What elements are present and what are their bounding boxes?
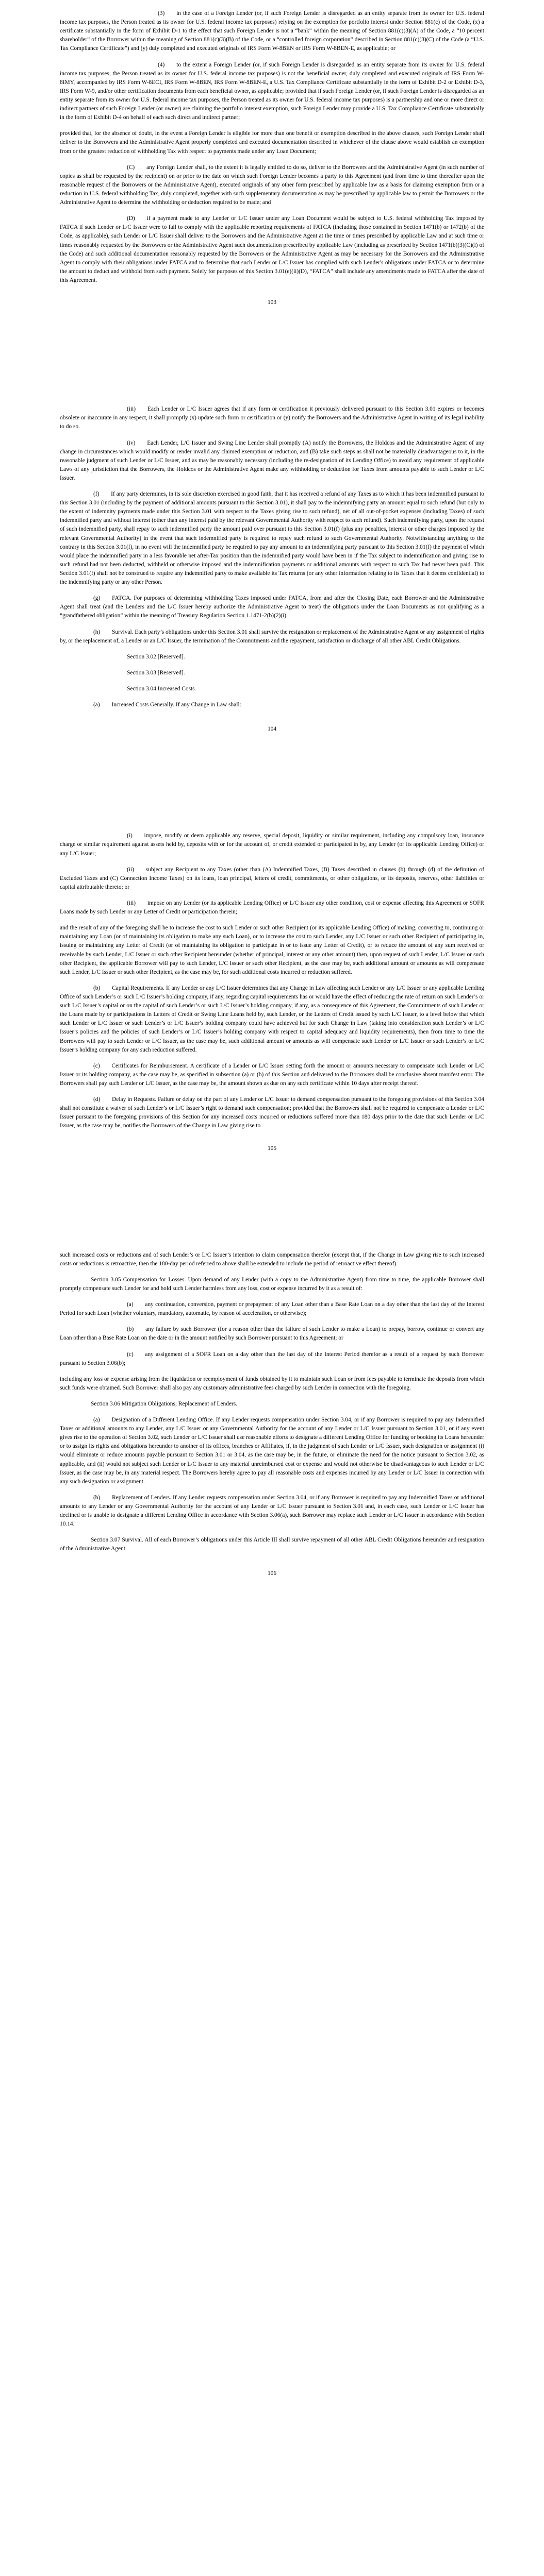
clause-3-05-c: (c) any assignment of a SOFR Loan on a day other than the last day of the Interest Period therefor as a result of a request by such Borrower pursuant to Section 3.06(b);	[60, 1351, 484, 1366]
section-3-06-heading: Section 3.06 Mitigation Obligations; Replacement of Lenders.	[91, 1400, 238, 1407]
clause-a-i: (i) impose, modify or deem applicable any reserve, special deposit, liquidity or similar requirement, including any compulsory loan, insurance charge or similar requirement against assets held by, deposits with or for the account of, or credit extended or participated in by, any Lender (or its applicable Lending Office) or any L/C Issuer;	[60, 833, 484, 857]
page-break	[60, 1153, 484, 1251]
clause-h-survival: (h) Survival. Each party’s obligations under this Section 3.01 shall survive the resignation or replacement of the Administrative Agent or any assignment of rights by, or the replacement of, a Lender or an L/C Issuer, the termination of the Commitments and the repayment, satisfaction or discharge of all other ABL Credit Obligations.	[60, 629, 484, 644]
clause-3-05-a: (a) any continuation, conversion, payment or prepayment of any Loan other than a Base Rate Loan on a day other than the last day of the Interest Period for such Loan (whether voluntary, mandatory, automatic, by reason of acceleration, or otherwise);	[60, 1301, 484, 1317]
clause-3-05-b: (b) any failure by such Borrower (for a reason other than the failure of such Lender to make a Loan) to prepay, borrow, continue or convert any Loan other than a Base Rate Loan on the date or in the amount notified by such Borrower pursuant to this Agreement; or	[60, 1326, 484, 1342]
proviso-paragraph: provided that, for the absence of doubt, in the event a Foreign Lender is eligible for more than one benefit or exemption described in the above clauses, such Foreign Lender shall deliver to the Borrowers and the Administrative Agent properly completed and executed documentation described in whichever of the clause above would establish an exemption from or the greatest reduction of withholding Tax with respect to payments made under any Loan Document;	[60, 130, 484, 155]
page-break	[60, 307, 484, 405]
clause-a-increased-costs: (a) Increased Costs Generally. If any Change in Law shall:	[93, 702, 241, 708]
section-3-05: Section 3.05 Compensation for Losses. Upon demand of any Lender (with a copy to the Administrative Agent) from time to time, the applicable Borrower shall promptly compensate such Lender for and hold such Lender harmless from any loss, cost or expense incurred by it as a result of:	[60, 1276, 484, 1292]
clause-c-certificates: (c) Certificates for Reimbursement. A certificate of a Lender or L/C Issuer setting forth the amount or amounts necessary to compensate such Lender or L/C Issuer or its holding company, as the case may be, as specified in subsection (a) or (b) of this Section and delivered to the Borrowers shall be conclusive absent manifest error. The Borrowers shall pay such Lender or L/C Issuer, as the case may be, the amount shown as due on any such certificate within 10 days after receipt thereof.	[60, 1062, 484, 1087]
clause-3-06-a: (a) Designation of a Different Lending Office. If any Lender requests compensation under Section 3.04, or if any Borrower is required to pay any Indemnified Taxes or additional amounts to any Lender, any L/C Issuer or any Governmental Authority for the account of any Lender or L/C Issuer pursuant to Section 3.01, or if any event gives rise to the operation of Section 3.02, such Lender or L/C Issuer shall use reasonable efforts to designate a different Lending Office for funding or booking its Loans hereunder or to assign its rights and obligations hereunder to another of its offices, branches or Affiliates, if, in the judgment of such Lender or L/C Issuer, such designation or assignment (i) would eliminate or reduce amounts payable pursuant to Section 3.01 or 3.04, as the case may be, in the future, or eliminate the need for the notice pursuant to Section 3.02, as applicable, and (ii) would not subject such Lender or L/C Issuer to any material unreimbursed cost or expense and would not otherwise be disadvantageous to such Lender or L/C Issuer, as the case may be, in any material respect. The Borrowers hereby agree to pay all reasonable costs and expenses incurred by any Lender or L/C Issuer in connection with any such designation or assignment.	[60, 1417, 484, 1485]
section-3-07: Section 3.07 Survival. All of each Borrower’s obligations under this Article III shall survive repayment of all other ABL Credit Obligations hereunder and resignation of the Administrative Agent.	[60, 1537, 484, 1552]
clause-e-ii-b-3: (3) in the case of a Foreign Lender (or, if such Foreign Lender is disregarded as an entity separate from its owner for U.S. federal income tax purposes, the Person treated as its owner for U.S. federal income tax purposes) relying on the exemption for portfolio interest under Section 881(c) of the Code, (x) a certificate substantially in the form of Exhibit D-1 to the effect that such Foreign Lender is not a “bank” within the meaning of Section 881(c)(3)(A) of the Code, a “10 percent shareholder” of the Borrower within the meaning of Section 881(c)(3)(B) of the Code, or a “controlled foreign corporation” described in Section 881(c)(3)(C) of the Code (a “U.S. Tax Compliance Certificate”) and (y) duly completed and executed originals of IRS Form W-8BEN or IRS Form W-8BEN-E, as applicable; or	[60, 10, 484, 52]
clause-3-06-b: (b) Replacement of Lenders. If any Lender requests compensation under Section 3.04, or if any Borrower is required to pay any Indemnified Taxes or additional amounts to any Lender or any Governmental Authority for the account of any Lender or L/C Issuer pursuant to Section 3.01 and, in each case, such Lender or L/C Issuer has declined or is unable to designate a different Lending Office in accordance with Section 3.06(a), such Borrower may replace such Lender or L/C Issuer in accordance with Section 10.14.	[60, 1494, 484, 1528]
clause-f-refunds: (f) If any party determines, in its sole discretion exercised in good faith, that it has received a refund of any Taxes as to which it has been indemnified pursuant to this Section 3.01 (including by the payment of additional amounts pursuant to this Section 3.01), it shall pay to the indemnifying party an amount equal to such refund (but only to the extent of indemnity payments made under this Section 3.01 with respect to the Taxes giving rise to such refund), net of all out-of-pocket expenses (including Taxes) of such indemnified party and without interest (other than any interest paid by the relevant Governmental Authority with respect to such refund). Such indemnifying party, upon the request of such indemnified party, shall repay to such indemnified party the amount paid over pursuant to this Section 3.01(f) (plus any penalties, interest or other charges imposed by the relevant Governmental Authority) in the event that such indemnified party is required to repay such refund to such Governmental Authority. Notwithstanding anything to the contrary in this Section 3.01(f), in no event will the indemnified party be required to pay any amount to an indemnifying party pursuant to this Section 3.01(f) the payment of which would place the indemnified party in a less favorable net after-Tax position than the indemnified party would have been in if the Tax subject to indemnification and giving rise to such refund had not been deducted, withheld or otherwise imposed and the indemnification payments or additional amounts with respect to such Tax had never been paid. This Section 3.01(f) shall not be construed to require any indemnified party to make available its Tax returns (or any other information relating to its Taxes that it deems confidential) to the indemnifying party or any other Person.	[60, 491, 484, 586]
clause-a-ii: (ii) subject any Recipient to any Taxes (other than (A) Indemnified Taxes, (B) Taxes described in clauses (b) through (d) of the definition of Excluded Taxes and (C) Connection Income Taxes) on its loans, loan principal, letters of credit, commitments, or other obligations, or its deposits, reserves, other liabilities or capital attributable thereto; or	[60, 866, 484, 890]
clause-a-iii: (iii) impose on any Lender (or its applicable Lending Office) or L/C Issuer any other condition, cost or expense affecting this Agreement or SOFR Loans made by such Lender or any Letter of Credit or participation therein;	[60, 900, 484, 916]
section-3-03-heading: Section 3.03 [Reserved].	[127, 669, 185, 676]
page-number-105: 105	[267, 1145, 277, 1151]
clause-g-fatca: (g) FATCA. For purposes of determining withholding Taxes imposed under FATCA, from and after the Closing Date, each Borrower and the Administrative Agent shall treat (and the Lenders and the L/C Issuer hereby authorize the Administrative Agent to treat) the obligations under the Loan Documents as not qualifying as a “grandfathered obligation” within the meaning of Treasury Regulation Section 1.1471-2(b)(2)(i).	[60, 595, 484, 619]
including-paragraph: including any loss or expense arising from the liquidation or reemployment of funds obtained by it to maintain such Loan or from fees payable to terminate the deposits from which such funds were obtained. Such Borrower shall also pay any customary administrative fees charged by such Lender in connection with the foregoing.	[60, 1376, 484, 1391]
page-number-106: 106	[267, 1570, 277, 1577]
section-3-02-heading: Section 3.02 [Reserved].	[127, 653, 185, 660]
page-break	[60, 734, 484, 832]
section-3-04-heading: Section 3.04 Increased Costs.	[127, 686, 196, 692]
clause-e-ii-b-4: (4) to the extent a Foreign Lender (or, if such Foreign Lender is disregarded as an entity separate from its owner for U.S. federal income tax purposes, the Person treated as its owner for U.S. federal income tax purposes) is not the beneficial owner, duly completed and executed originals of IRS Form W-8IMY, accompanied by IRS Form W-8ECI, IRS Form W-8BEN, IRS Form W-8BEN-E, a U.S. Tax Compliance Certificate substantially in the form of Exhibit D-2 or Exhibit D-3, IRS Form W-9, and/or other certification documents from each beneficial owner, as applicable; provided that if such Foreign Lender (or, if such Foreign Lender is disregarded as an entity separate from its owner for U.S. federal income tax purposes, the Person treated as its owner for U.S. federal income tax purposes) is a partnership and one or more direct or indirect partners of such Foreign Lender (or owner) are claiming the portfolio interest exemption, such Foreign Lender may provide a U.S. Tax Compliance Certificate substantially in the form of Exhibit D-4 on behalf of each such direct and indirect partner;	[60, 61, 484, 121]
clause-b-capital: (b) Capital Requirements. If any Lender or any L/C Issuer determines that any Change in Law affecting such Lender or any L/C Issuer or any applicable Lending Office of such Lender’s or such L/C Issuer’s holding company, if any, regarding capital requirements has or would have the effect of reducing the rate of return on such Lender’s or such L/C Issuer’s capital or on the capital of such Lender’s or such L/C Issuer’s holding company, if any, as a consequence of this Agreement, the Commitments of such Lender or the Loans made by or participations in Letters of Credit or Swing Line Loans held by, such Lender, or the Letters of Credit issued by such L/C Issuer, to a level below that which such Lender or L/C Issuer or such Lender’s or L/C Issuer’s holding company could have achieved but for such Change in Law (taking into consideration such Lender’s or L/C Issuer’s policies and the policies of such Lender’s or L/C Issuer’s holding company with respect to capital adequacy and liquidity requirements), then from time to time the Borrowers will pay to such Lender or L/C Issuer, as the case may be, such additional amount or amounts as will compensate such Lender or L/C Issuer or such Lender’s or L/C Issuer’s holding company for any such reduction suffered.	[60, 985, 484, 1053]
result-paragraph: and the result of any of the foregoing shall be to increase the cost to such Lender or such other Recipient (or its applicable Lending Office) of making, converting to, continuing or maintaining any Loan (or of maintaining its obligation to make any such Loan), or to increase the cost to such Lender, any L/C Issuer or such other Recipient of participating in, issuing or maintaining any Letter of Credit (or of maintaining its obligation to participate in or to issue any Letter of Credit), or to reduce the amount of any sum received or receivable by such Lender, L/C Issuer or such other Recipient hereunder (whether of principal, interest or any other amount) then, upon request of such Lender, L/C Issuer or such other Recipient, the applicable Borrower will pay to such Lender, L/C Issuer or such other Recipient, as the case may be, such additional amount or amounts as will compensate such Lender, L/C Issuer or such other Recipient, as the case may be, for such additional costs incurred or reduction suffered.	[60, 925, 484, 975]
clause-e-ii-c: (C) any Foreign Lender shall, to the extent it is legally entitled to do so, deliver to the Borrowers and the Administrative Agent (in such number of copies as shall be requested by the recipient) on or prior to the date on which such Foreign Lender becomes a party to this Agreement (and from time to time thereafter upon the reasonable request of the Borrowers or the Administrative Agent), executed originals of any other form prescribed by applicable law as a basis for claiming exemption from or a reduction in U.S. federal withholding Tax, duly completed, together with such supplementary documentation as may be prescribed by applicable law to permit the Borrowers or the Administrative Agent to determine the withholding or deduction required to be made; and	[60, 164, 484, 206]
clause-d-delay: (d) Delay in Requests. Failure or delay on the part of any Lender or L/C Issuer to demand compensation pursuant to the foregoing provisions of this Section 3.04 shall not constitute a waiver of such Lender’s or L/C Issuer’s right to demand such compensation; provided that the Borrowers shall not be required to compensate a Lender or L/C Issuer pursuant to the foregoing provisions of this Section for any increased costs incurred or reductions suffered more than 180 days prior to the date that such Lender or L/C Issuer, as the case may be, notifies the Borrowers of the Change in Law giving rise to	[60, 1096, 484, 1129]
page-number-103: 103	[267, 299, 277, 306]
clause-e-iv: (iv) Each Lender, L/C Issuer and Swing Line Lender shall promptly (A) notify the Borrowers, the Holdcos and the Administrative Agent of any change in circumstances which would modify or render invalid any claimed exemption or reduction, and (B) take such steps as shall not be materially disadvantageous to it, in the reasonable judgment of such Lender or L/C Issuer, and as may be reasonably necessary (including the re-designation of its Lending Office) to avoid any requirement of applicable Laws of any jurisdiction that the Borrowers, the Holdcos or the Administrative Agent make any withholding or deduction for Taxes from amounts payable to such Lender or L/C Issuer.	[60, 439, 484, 481]
continuation-paragraph: such increased costs or reductions and of such Lender’s or L/C Issuer’s intention to claim compensation therefor (except that, if the Change in Law giving rise to such increased costs or reductions is retroactive, then the 180-day period referred to above shall be extended to include the period of retroactive effect thereof).	[60, 1251, 484, 1267]
clause-e-iii: (iii) Each Lender or L/C Issuer agrees that if any form or certification it previously delivered pursuant to this Section 3.01 expires or becomes obsolete or inaccurate in any respect, it shall promptly (x) update such form or certification or (y) notify the Borrowers and the Administrative Agent in writing of its legal inability to do so.	[60, 406, 484, 430]
page-number-104: 104	[267, 726, 277, 733]
clause-e-ii-d: (D) if a payment made to any Lender or L/C Issuer under any Loan Document would be subject to U.S. federal withholding Tax imposed by FATCA if such Lender or L/C Issuer were to fail to comply with the applicable reporting requirements of FATCA (including those contained in Section 1471(b) or 1472(b) of the Code, as applicable), such Lender or L/C Issuer shall deliver to the Borrowers and the Administrative Agent at the time or times prescribed by applicable Law and at such time or times reasonably requested by the Borrowers or the Administrative Agent such documentation prescribed by applicable Law (including as prescribed by Section 1471(b)(3)(C)(i) of the Code) and such additional documentation reasonably requested by the Borrowers or the Administrative Agent as may be necessary for the Borrowers and the Administrative Agent to comply with their obligations under FATCA and to determine that such Lender or L/C Issuer has complied with such Lender's obligations under FATCA or to determine the amount to deduct and withhold from such payment. Solely for purposes of this Section 3.01(e)(ii)(D), “FATCA” shall include any amendments made to FATCA after the date of this Agreement.	[60, 215, 484, 283]
